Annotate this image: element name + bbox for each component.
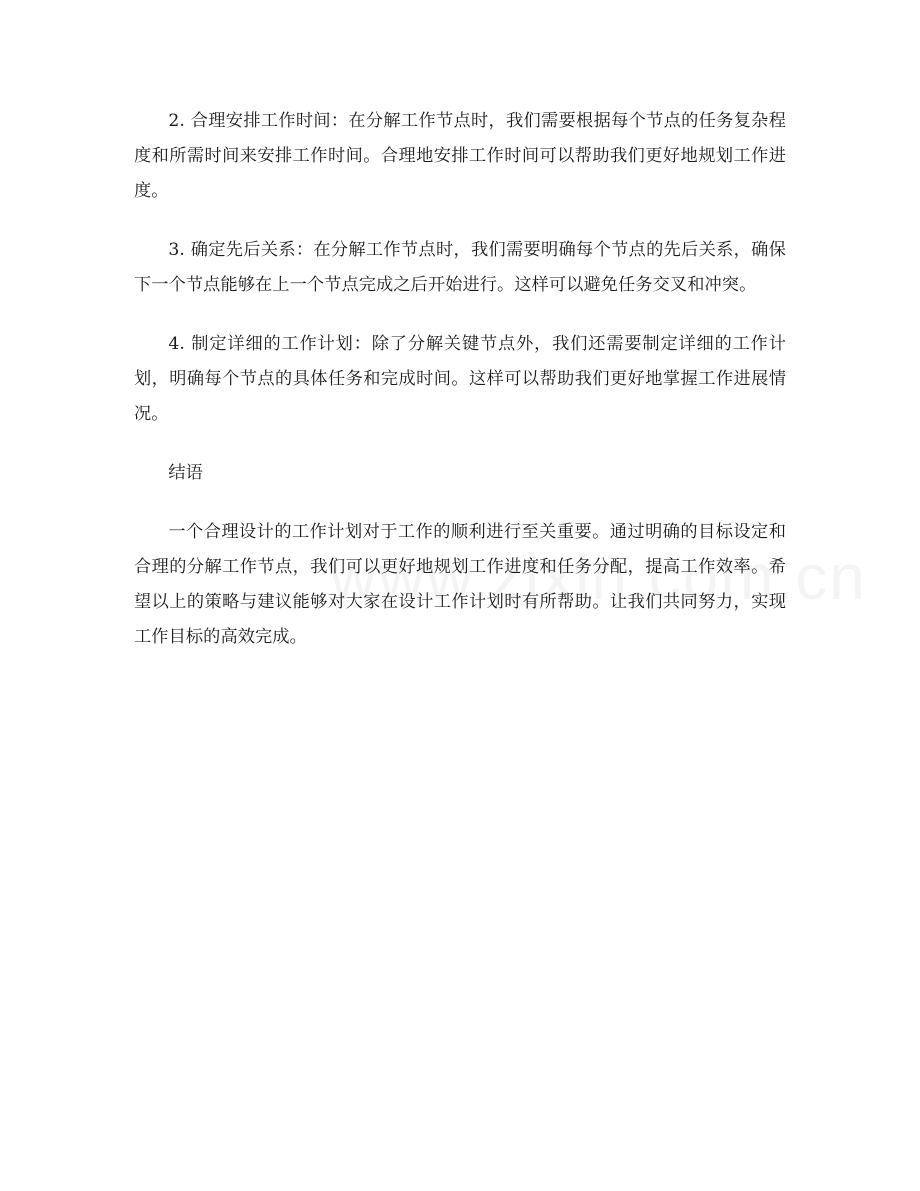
conclusion-paragraph: 一个合理设计的工作计划对于工作的顺利进行至关重要。通过明确的目标设定和合理的分解工作节点，我们可以更好地规划工作进度和任务分配，提高工作效率。希望以上的策略与建议能够对大家在设计工作计划时有所帮助。让我们共同努力，实现工作目标的高效完成。 (134, 522, 786, 647)
paragraph-item-2: 2. 合理安排工作时间：在分解工作节点时，我们需要根据每个节点的任务复杂程度和所需时间来安排工作时间。合理地安排工作时间可以帮助我们更好地规划工作进度。 (134, 111, 786, 201)
paragraph-item-4: 4. 制定详细的工作计划：除了分解关键节点外，我们还需要制定详细的工作计划，明确每个节点的具体任务和完成时间。这样可以帮助我们更好地掌握工作进展情况。 (134, 334, 786, 424)
paragraph-item-3: 3. 确定先后关系：在分解工作节点时，我们需要明确每个节点的先后关系，确保下一个节点能够在上一个节点完成之后开始进行。这样可以避免任务交叉和冲突。 (134, 240, 786, 295)
document-body (134, 104, 786, 679)
conclusion-heading: 结语 (168, 463, 203, 483)
